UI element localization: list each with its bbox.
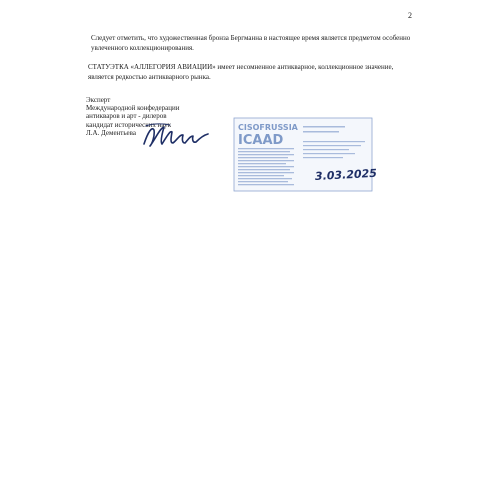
body-paragraph-2: СТАТУЭТКА «АЛЛЕГОРИЯ АВИАЦИИ» имеет несомненное антикварное, коллекционное значение, является редкостью антикварного рынка. xyxy=(88,63,394,81)
handwritten-date: 3.03.2025 xyxy=(314,166,378,183)
signoff-line-3: антикваров и арт - дилеров xyxy=(86,112,167,121)
signoff-line-1: Эксперт xyxy=(86,96,111,104)
body-paragraph-1: Следует отметить, что художественная бронза Бергманна в настоящее время является предметом особенно увлеченного коллекционирования. xyxy=(91,34,411,52)
handwritten-signature xyxy=(140,118,215,152)
page-number: 2 xyxy=(408,11,412,20)
stamp-org-top: CISOFRUSSIA xyxy=(238,123,298,132)
signoff-line-4: кандидат исторических наук xyxy=(86,120,172,129)
stamp-org-abbr: ICAAD xyxy=(238,133,284,148)
signoff-line-5: Л.А. Дементьева xyxy=(86,128,136,137)
signoff-line-2: Международной конфедерации xyxy=(86,104,180,113)
